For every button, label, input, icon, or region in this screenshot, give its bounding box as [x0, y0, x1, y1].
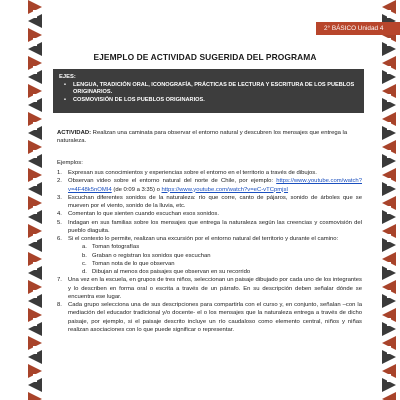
item-number: 7.	[57, 277, 62, 284]
list-item	[57, 219, 362, 236]
sub-item-text: Dibujan al menos dos paisajes que observan en su recorrido	[92, 269, 251, 275]
sub-list-item	[82, 243, 362, 251]
ejes-heading: EJES:	[59, 74, 76, 80]
grade-unit-badge: 2° BÁSICO Unidad 4	[316, 22, 400, 35]
actividad-label: ACTIVIDAD:	[57, 130, 92, 136]
ejemplos-label: Ejemplos:	[57, 160, 83, 166]
list-item	[57, 169, 362, 177]
item-number: 3.	[57, 194, 62, 201]
ejes-item: • COSMOVISIÓN DE LOS PUEBLOS ORIGINARIOS.	[59, 97, 358, 104]
sub-item-letter: c.	[82, 260, 87, 267]
sub-list-item	[82, 252, 362, 260]
examples-list	[57, 169, 362, 334]
sub-list	[68, 243, 362, 276]
item-number: 1.	[57, 170, 62, 176]
sub-item-letter: b.	[82, 252, 87, 259]
sub-item-letter: d.	[82, 269, 87, 275]
page-title: EJEMPLO DE ACTIVIDAD SUGERIDA DEL PROGRAMA	[93, 52, 317, 62]
list-item	[57, 177, 362, 194]
actividad-paragraph	[57, 129, 362, 145]
sub-item-text: Toman nota de lo que observan	[92, 260, 175, 267]
list-item	[57, 210, 362, 218]
list-item	[57, 194, 362, 211]
item-text: Escuchan diferentes sonidos de la naturaleza: río que corre, canto de pájaros, sonido de árboles que se mueven por el viento, sonido de la lluvia, etc.	[68, 194, 362, 209]
item-text: Comentan lo que sienten cuando escuchan esos sonidos.	[68, 211, 219, 218]
sub-list-item	[82, 260, 362, 268]
item-text: Una vez en la escuela, en grupos de tres niños, seleccionan un paisaje dibujado por cada uno de los integrantes y lo describen en forma oral o escrita a través de un párrafo. En su descripción deben señalar dónde se encuentra ese lugar.	[68, 277, 362, 300]
item-number: 6.	[57, 236, 62, 242]
list-item	[57, 301, 362, 334]
sub-item-text: Graban o registran los sonidos que escuchan	[92, 252, 211, 259]
item-text-mid: (de 0:09 a 3:35) o	[111, 186, 162, 193]
ejes-box	[53, 69, 364, 113]
sub-list-item	[82, 268, 362, 276]
right-decorative-border	[382, 0, 396, 400]
list-item	[57, 276, 362, 301]
item-text: Si el contexto lo permite, realizan una excursión por el entorno natural del territorio y durante el camino:	[68, 236, 339, 242]
item-number: 2.	[57, 178, 62, 185]
item-text: Cada grupo selecciona una de sus descripciones para compartirla con el curso y, en conjunto, señalan –con la mediación del educador tradicional y/o docente- el o los mensajes que la naturaleza entrega a través de dicho paisaje, por ejemplo, si el paisaje descrito incluye un río caudaloso como elemento central, niños y niñas realizan asociaciones con lo que puede significar o representar.	[68, 302, 362, 333]
video-link-2[interactable]: https://www.youtube.com/watch?v=eC-vTCpmjsI	[161, 186, 289, 193]
actividad-text: Realizan una caminata para observar el entorno natural y descubren los mensajes que entrega la naturaleza.	[57, 130, 348, 144]
list-item	[57, 235, 362, 276]
item-text: Indagan en sus familias sobre los mensajes que entrega la naturaleza según las creencias y cosmovisión del pueblo diaguita.	[68, 219, 362, 234]
sub-item-text: Toman fotografías	[92, 244, 140, 251]
item-number: 4.	[57, 211, 62, 218]
item-text: Observan video sobre el entorno natural del norte de Chile, por ejemplo:	[68, 178, 277, 185]
ejes-item: • LENGUA, TRADICIÓN ORAL, ICONOGRAFÍA, PRÁCTICAS DE LECTURA Y ESCRITURA DE LOS PUEBLOS ORIGINARIOS.	[59, 82, 358, 96]
video-link-1[interactable]: https://www.youtube.com/watch?v=4F48k5nOMI4	[68, 178, 362, 193]
item-number: 5.	[57, 219, 62, 226]
sub-item-letter: a.	[82, 244, 87, 251]
ejes-list	[59, 82, 358, 104]
item-number: 8.	[57, 302, 62, 308]
item-text: Expresan sus conocimientos y experiencias sobre el entorno en el territorio a través de dibujos.	[68, 170, 317, 176]
